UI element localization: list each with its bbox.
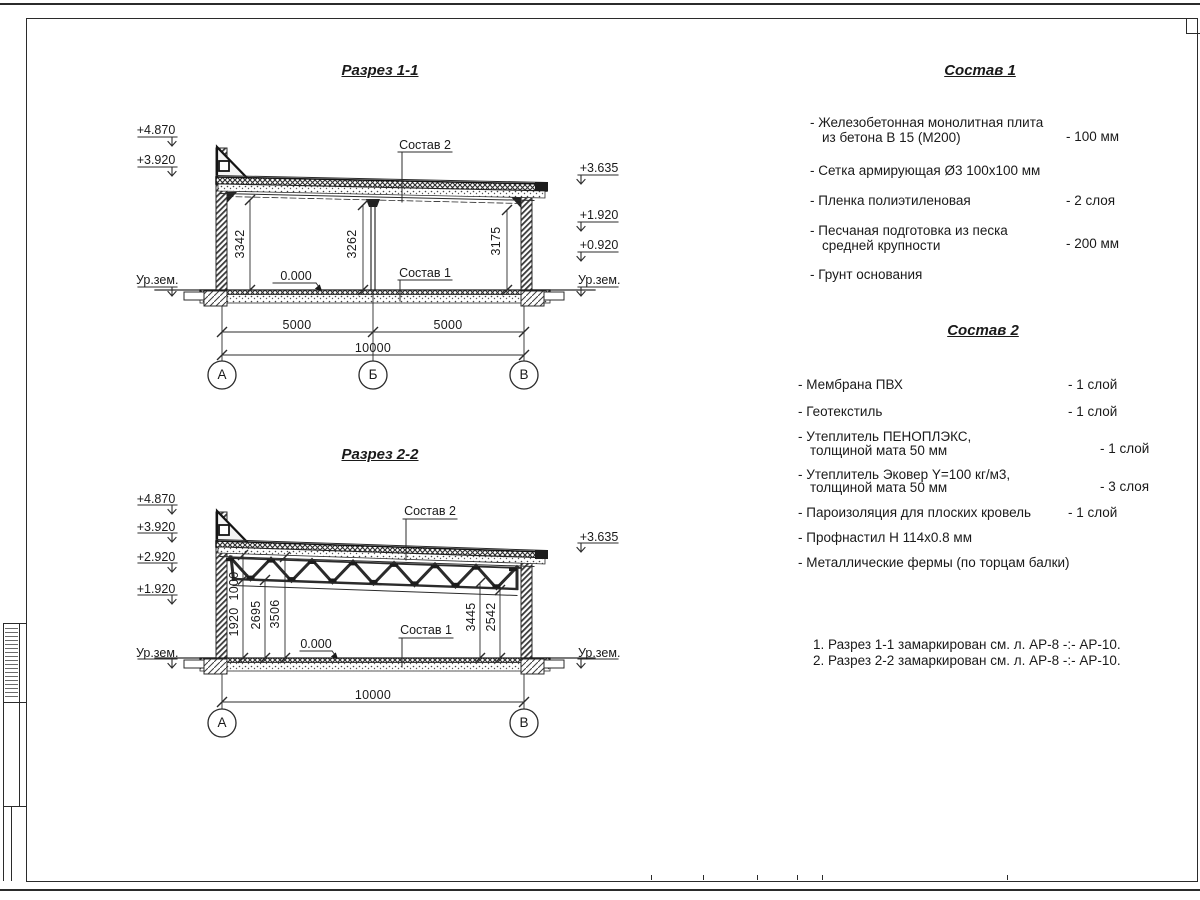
- elevation-mark-label: +3.920: [136, 520, 176, 534]
- axis-bubble-label: В: [519, 367, 529, 382]
- axis-bubble-label: А: [217, 715, 227, 730]
- material-item-text: толщиной мата 50 мм: [810, 480, 948, 495]
- dimension-label: 2542: [484, 602, 498, 632]
- dimension-label: 10000: [354, 688, 392, 702]
- material-item-text: - Геотекстиль: [798, 404, 883, 419]
- sostav-1-title: Состав 1: [944, 62, 1016, 79]
- section-2-2-drawing: [130, 440, 650, 760]
- material-item-text: - Профнастил Н 114х0.8 мм: [798, 530, 972, 545]
- elevation-mark-label: Ур.зем.: [578, 273, 621, 287]
- material-item-text: - Металлические фермы (по торцам балки): [798, 555, 1070, 570]
- sostav1-leader-label: Состав 1: [400, 623, 452, 637]
- material-item-text: из бетона В 15 (М200): [822, 130, 961, 145]
- titleblock-tick: [651, 875, 652, 880]
- material-item-value: - 200 мм: [1066, 236, 1120, 251]
- elevation-mark-label: +1.920: [136, 582, 176, 596]
- elevation-mark-label: +3.635: [579, 161, 619, 175]
- elevation-mark-label: +1.920: [579, 208, 619, 222]
- page-bottom-edge: [0, 889, 1200, 891]
- axis-bubble-label: А: [217, 367, 227, 382]
- page-top-edge: [0, 3, 1200, 5]
- sostav-2-title: Состав 2: [947, 322, 1019, 339]
- elevation-mark-label: +0.920: [579, 238, 619, 252]
- axis-bubble-label: В: [519, 715, 529, 730]
- elevation-mark-label: +3.920: [136, 153, 176, 167]
- material-item-text: - Пароизоляция для плоских кровель: [798, 505, 1032, 520]
- material-item-value: - 2 слоя: [1066, 193, 1116, 208]
- material-item-text: - Грунт основания: [810, 267, 923, 282]
- material-item-text: - Песчаная подготовка из песка: [810, 223, 1008, 238]
- dimension-label: 3445: [464, 602, 478, 632]
- dimension-label: 1000: [227, 571, 241, 601]
- side-stamp-signature-text: [5, 627, 18, 697]
- material-item-value: - 1 слой: [1068, 505, 1118, 520]
- material-item-value: - 1 слой: [1068, 377, 1118, 392]
- elevation-mark-label: +4.870: [136, 492, 176, 506]
- sostav1-leader-label: Состав 1: [399, 266, 451, 280]
- titleblock-tick: [703, 875, 704, 880]
- dimension-label: 1920: [227, 607, 241, 637]
- dimension-label: 3506: [268, 599, 282, 629]
- dimension-label: 3262: [345, 229, 359, 259]
- zero-level-label: 0.000: [300, 637, 332, 651]
- titleblock-tick: [822, 875, 823, 880]
- material-item-value: - 3 слоя: [1100, 479, 1150, 494]
- elevation-mark-label: Ур.зем.: [578, 646, 621, 660]
- axis-bubble-label: Б: [368, 367, 378, 382]
- zero-level-label: 0.000: [280, 269, 312, 283]
- section-1-1-title: Разрез 1-1: [341, 62, 419, 79]
- sostav2-leader-label: Состав 2: [399, 138, 451, 152]
- material-item-text: - Мембрана ПВХ: [798, 377, 903, 392]
- material-item-text: - Железобетонная монолитная плита: [810, 115, 1044, 130]
- sostav2-leader-label: Состав 2: [404, 504, 456, 518]
- dimension-label: 3175: [489, 226, 503, 256]
- titleblock-tick: [1007, 875, 1008, 880]
- dimension-label: 5000: [433, 318, 463, 332]
- elevation-mark-label: +4.870: [136, 123, 176, 137]
- section-1-1-drawing: [130, 50, 650, 410]
- section-2-2-title: Разрез 2-2: [341, 446, 419, 463]
- titleblock-tick: [797, 875, 798, 880]
- material-item-text: - Утеплитель ПЕНОПЛЭКС,: [798, 429, 972, 444]
- note-line: 1. Разрез 1-1 замаркирован см. л. АР-8 -:- АР-10.: [813, 637, 1121, 652]
- elevation-mark-label: +2.920: [136, 550, 176, 564]
- material-item-value: - 1 слой: [1068, 404, 1118, 419]
- material-item-value: - 100 мм: [1066, 129, 1120, 144]
- dimension-label: 2695: [249, 600, 263, 630]
- elevation-mark-label: Ур.зем.: [136, 273, 179, 287]
- material-item-text: - Утеплитель Эковер Y=100 кг/м3,: [798, 467, 1011, 482]
- material-item-text: толщиной мата 50 мм: [810, 443, 948, 458]
- material-item-text: средней крупности: [822, 238, 941, 253]
- elevation-mark-label: Ур.зем.: [136, 646, 179, 660]
- dimension-label: 5000: [282, 318, 312, 332]
- material-item-value: - 1 слой: [1100, 441, 1150, 456]
- note-line: 2. Разрез 2-2 замаркирован см. л. АР-8 -:- АР-10.: [813, 653, 1121, 668]
- material-item-text: - Пленка полиэтиленовая: [810, 193, 971, 208]
- material-item-text: - Сетка армирующая Ø3 100х100 мм: [810, 163, 1041, 178]
- dimension-label: 10000: [354, 341, 392, 355]
- titleblock-tick: [757, 875, 758, 880]
- dimension-label: 3342: [233, 229, 247, 259]
- elevation-mark-label: +3.635: [579, 530, 619, 544]
- frame-corner-box: [1186, 18, 1200, 34]
